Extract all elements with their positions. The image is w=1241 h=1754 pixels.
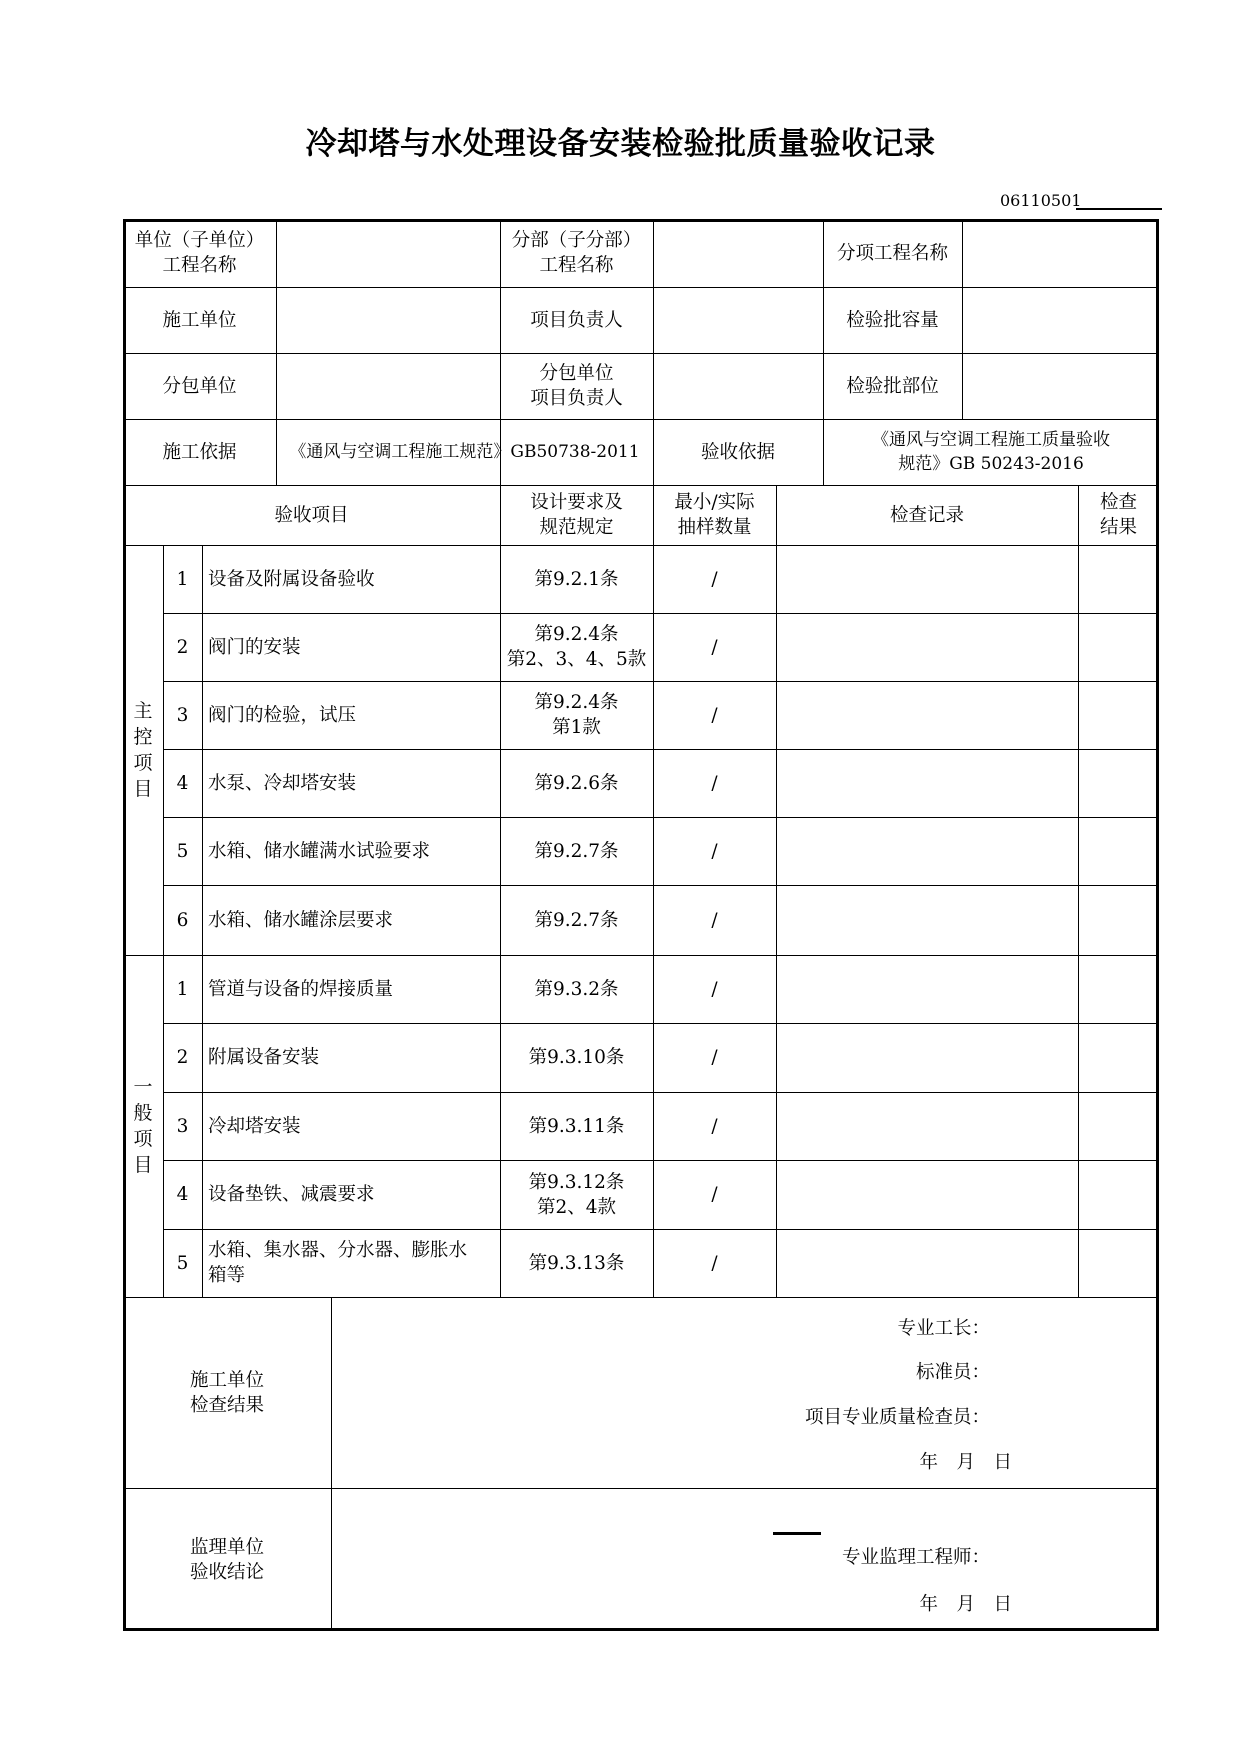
group-label-char: 项 (133, 1128, 153, 1150)
header-line: 检查 (1099, 492, 1137, 513)
row-number: 4 (176, 1184, 189, 1205)
row-number: 2 (176, 636, 189, 658)
group-label-char: 项 (133, 752, 153, 774)
row-number: 3 (176, 1115, 189, 1137)
contractor-check-label (123, 1297, 331, 1488)
item-name-line: 管道与设备的焊接质量 (208, 978, 394, 1000)
label-line: 施工单位 (189, 1369, 264, 1391)
row-number: 3 (176, 704, 189, 726)
general-group-label (123, 955, 163, 1297)
item-name-line: 水箱、集水器、分水器、膨胀水 (208, 1240, 468, 1261)
spec-clause (500, 955, 653, 1023)
group-label-char: 控 (133, 726, 153, 748)
batch-capacity-label: 检验批容量 (846, 309, 939, 331)
inspection-item-name (202, 1023, 500, 1092)
item-name-line: 水箱、储水罐满水试验要求 (208, 840, 431, 862)
spec-clause-line: 第9.3.2条 (534, 978, 619, 1000)
batch-location-label: 检验批部位 (846, 375, 939, 397)
header-line: 最小/实际 (674, 492, 755, 513)
inspection-record-cell[interactable] (776, 1092, 1078, 1160)
inspection-result-cell[interactable] (1078, 1160, 1159, 1229)
spec-clause-line: 第9.2.6条 (534, 772, 619, 794)
page-title: 冷却塔与水处理设备安装检验批质量验收记录 (305, 126, 936, 162)
item-name-line: 设备及附属设备验收 (208, 568, 375, 590)
inspection-result-cell[interactable] (1078, 749, 1159, 817)
spec-clause-line: 第9.2.4条 (534, 624, 619, 645)
item-name-line: 冷却塔安装 (208, 1115, 301, 1137)
inspection-result-cell[interactable] (1078, 613, 1159, 681)
group-label-char: 目 (133, 1154, 153, 1176)
item-name-line: 附属设备安装 (208, 1047, 320, 1068)
spec-clause (500, 681, 653, 749)
unit-name-field[interactable] (276, 219, 500, 287)
column-header-record: 检查记录 (889, 504, 964, 526)
contractor-label: 施工单位 (162, 309, 237, 331)
item-name-field[interactable] (962, 219, 1159, 287)
spec-clause-line: 第9.2.4条 (534, 692, 619, 713)
foreman-signature-label: 专业工长： (897, 1318, 990, 1339)
inspection-record-cell[interactable] (776, 1229, 1078, 1297)
item-name-line: 箱等 (208, 1265, 246, 1286)
spec-clause (500, 817, 653, 885)
acceptance-basis-label: 验收依据 (700, 441, 775, 463)
header-line: 设计要求及 (530, 492, 623, 513)
spec-clause-line: 第9.3.12条 (528, 1171, 625, 1193)
spec-clause (500, 885, 653, 955)
item-name-line: 阀门的检验，试压 (208, 704, 357, 726)
inspection-record-cell[interactable] (776, 1023, 1078, 1092)
inspection-item-name (202, 955, 500, 1023)
spec-clause (500, 749, 653, 817)
contractor-date: 年 月 日 (919, 1452, 1012, 1473)
inspection-item-name (202, 681, 500, 749)
row-number: 2 (176, 1047, 189, 1068)
acceptance-basis-value (823, 419, 1159, 485)
sample-quantity[interactable]: / (711, 704, 718, 726)
supervising-engineer-signature-label: 专业监理工程师： (841, 1547, 990, 1568)
subcontractor-label: 分包单位 (162, 375, 237, 397)
label-line: 工程名称 (539, 255, 614, 276)
spec-clause-line: 第1款 (552, 717, 601, 738)
form-code: 06110501 (1000, 191, 1082, 210)
construction-basis-value: 《通风与空调工程施工规范》GB50738-2011 (289, 442, 640, 462)
inspection-item-name (202, 885, 500, 955)
inspection-result-cell[interactable] (1078, 545, 1159, 613)
inspection-result-cell[interactable] (1078, 955, 1159, 1023)
project-manager-field[interactable] (653, 287, 823, 353)
inspection-record-cell[interactable] (776, 613, 1078, 681)
inspection-result-cell[interactable] (1078, 1229, 1159, 1297)
sample-quantity[interactable]: / (711, 1115, 718, 1137)
sub-manager-label (500, 353, 653, 419)
row-number: 1 (176, 978, 189, 1000)
sample-quantity[interactable]: / (711, 840, 718, 862)
spec-clause-line: 第2、4款 (536, 1196, 617, 1218)
inspection-item-name (202, 1092, 500, 1160)
sample-quantity[interactable]: / (711, 1047, 718, 1068)
header-line: 抽样数量 (677, 517, 752, 538)
unit-name-label (123, 219, 276, 287)
sample-quantity[interactable]: / (711, 909, 718, 931)
subdivision-name-field[interactable] (653, 219, 823, 287)
group-label-char: 般 (133, 1102, 153, 1124)
inspection-item-name (202, 817, 500, 885)
column-header-item: 验收项目 (274, 504, 349, 526)
spec-clause (500, 1092, 653, 1160)
supervisor-date: 年 月 日 (919, 1594, 1012, 1615)
subcontractor-field[interactable] (276, 353, 500, 419)
quality-inspector-signature-label: 项目专业质量检查员： (804, 1407, 990, 1428)
sub-manager-field[interactable] (653, 353, 823, 419)
row-number: 4 (176, 772, 189, 794)
inspection-result-cell[interactable] (1078, 1023, 1159, 1092)
inspection-result-cell[interactable] (1078, 885, 1159, 955)
row-number: 5 (176, 1252, 189, 1274)
column-header-result (1078, 485, 1159, 545)
spec-clause-line: 第2、3、4、5款 (506, 649, 647, 670)
inspection-record-cell[interactable] (776, 749, 1078, 817)
code-underline (1076, 208, 1162, 210)
item-name-line: 水泵、冷却塔安装 (208, 772, 357, 794)
inspection-item-name (202, 749, 500, 817)
batch-capacity-field[interactable] (962, 287, 1159, 353)
group-label-char: 主 (133, 700, 153, 722)
label-line: 项目负责人 (530, 388, 623, 409)
sample-quantity[interactable]: / (711, 568, 718, 590)
spec-clause-line: 第9.3.13条 (528, 1252, 625, 1274)
row-number: 6 (176, 909, 189, 931)
spec-clause (500, 1229, 653, 1297)
spec-clause (500, 1023, 653, 1092)
label-line: 验收结论 (189, 1561, 264, 1583)
spec-clause-line: 第9.2.7条 (534, 909, 619, 931)
group-label-char: 目 (133, 778, 153, 800)
spec-clause-line: 第9.3.11条 (528, 1115, 625, 1137)
construction-basis-label: 施工依据 (162, 441, 237, 463)
row-number: 5 (176, 840, 189, 862)
contractor-field[interactable] (276, 287, 500, 353)
inspection-record-cell[interactable] (776, 681, 1078, 749)
inspection-item-name (202, 613, 500, 681)
spec-clause-line: 第9.3.10条 (528, 1047, 625, 1068)
label-line: 工程名称 (162, 255, 237, 276)
signature-mark (773, 1532, 821, 1535)
row-number: 1 (176, 568, 189, 590)
header-line: 结果 (1099, 517, 1137, 538)
subdivision-name-label (500, 219, 653, 287)
sample-quantity[interactable]: / (711, 1252, 718, 1274)
inspection-item-name (202, 1160, 500, 1229)
standard-officer-signature-label: 标准员： (915, 1362, 990, 1383)
inspection-record-cell[interactable] (776, 955, 1078, 1023)
batch-location-field[interactable] (962, 353, 1159, 419)
sample-quantity[interactable]: / (711, 978, 718, 1000)
spec-clause (500, 545, 653, 613)
value-line: 《通风与空调工程施工质量验收 (872, 430, 1110, 450)
spec-clause-line: 第9.2.7条 (534, 840, 619, 862)
group-label-char: 一 (133, 1076, 153, 1098)
inspection-result-cell[interactable] (1078, 1092, 1159, 1160)
supervisor-conclusion-label (123, 1488, 331, 1631)
inspection-result-cell[interactable] (1078, 681, 1159, 749)
inspection-record-cell[interactable] (776, 885, 1078, 955)
sample-quantity[interactable]: / (711, 772, 718, 794)
label-line: 监理单位 (189, 1536, 264, 1558)
inspection-record-cell[interactable] (776, 1160, 1078, 1229)
project-manager-label: 项目负责人 (530, 309, 623, 331)
spec-clause (500, 613, 653, 681)
spec-clause-line: 第9.2.1条 (534, 568, 619, 590)
inspection-item-name (202, 1229, 500, 1297)
label-line: 单位（子单位） (134, 230, 265, 251)
column-header-design (500, 485, 653, 545)
spec-clause (500, 1160, 653, 1229)
main-control-group-label (123, 545, 163, 955)
label-line: 分包单位 (539, 363, 614, 384)
header-line: 规范规定 (539, 517, 614, 538)
column-header-sample (653, 485, 776, 545)
inspection-item-name (202, 545, 500, 613)
inspection-result-cell[interactable] (1078, 817, 1159, 885)
value-line: 规范》GB 50243-2016 (898, 454, 1084, 474)
label-line: 分部（子分部） (511, 230, 642, 251)
inspection-record-cell[interactable] (776, 817, 1078, 885)
item-name-label: 分项工程名称 (836, 242, 948, 264)
item-name-line: 水箱、储水罐涂层要求 (208, 909, 394, 931)
label-line: 检查结果 (189, 1394, 264, 1416)
item-name-line: 阀门的安装 (208, 636, 301, 658)
inspection-record-cell[interactable] (776, 545, 1078, 613)
item-name-line: 设备垫铁、减震要求 (208, 1184, 375, 1205)
sample-quantity[interactable]: / (711, 636, 718, 658)
sample-quantity[interactable]: / (711, 1184, 718, 1205)
